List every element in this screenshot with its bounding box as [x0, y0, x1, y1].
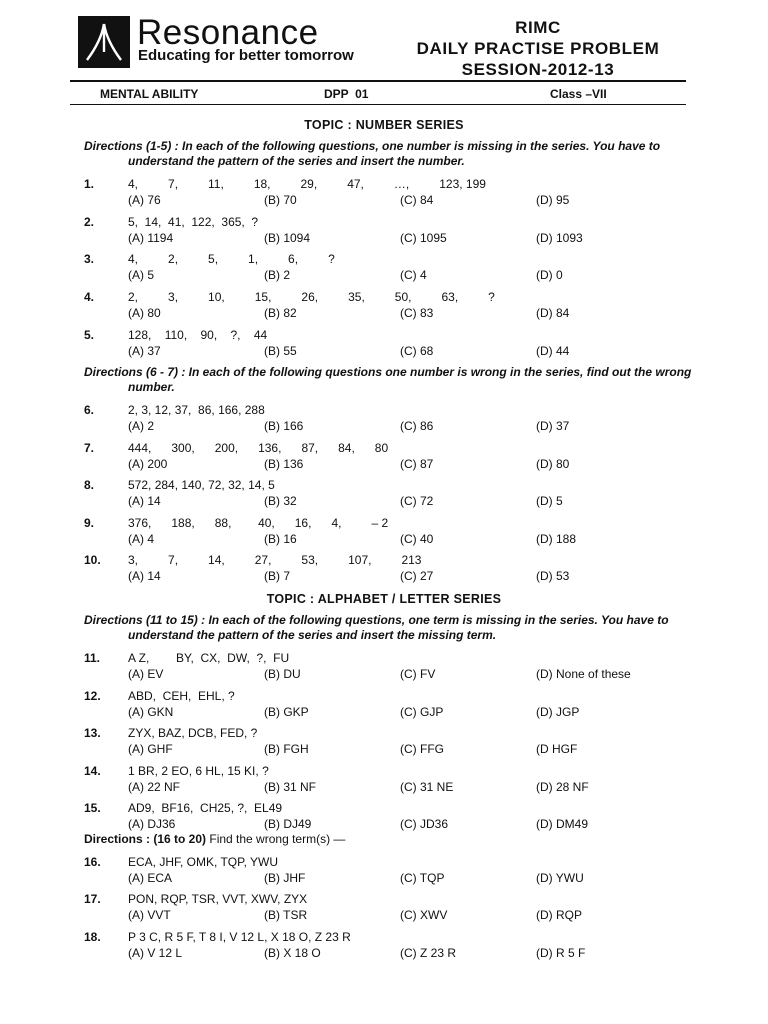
document-title — [388, 17, 688, 80]
question-item — [84, 214, 704, 246]
question-item — [84, 800, 704, 832]
question-text: A Z, BY, CX, DW, ?, FU — [128, 651, 290, 665]
question-item — [84, 891, 704, 923]
option-b: (B) X 18 O — [264, 946, 321, 960]
option-b: (B) FGH — [264, 742, 309, 756]
option-c: (C) XWV — [400, 908, 448, 922]
option-b: (B) 70 — [264, 193, 297, 207]
directions-1-5 — [84, 139, 694, 169]
option-b: (B) 31 NF — [264, 780, 317, 794]
question-number: 8. — [84, 478, 95, 492]
option-d: (D) None of these — [536, 667, 631, 681]
option-b: (B) 32 — [264, 494, 297, 508]
option-d: (D) 188 — [536, 532, 577, 546]
option-d: (D) JGP — [536, 705, 580, 719]
question-item — [84, 515, 704, 547]
topic-heading-number-series: TOPIC : NUMBER SERIES — [304, 118, 464, 132]
question-text: 572, 284, 140, 72, 32, 14, 5 — [128, 478, 275, 492]
question-number: 5. — [84, 328, 95, 342]
question-number: 3. — [84, 252, 95, 266]
option-c: (C) 87 — [400, 457, 434, 471]
page-header — [0, 0, 768, 110]
option-d: (D) 95 — [536, 193, 570, 207]
question-number: 18. — [84, 930, 101, 944]
question-item — [84, 289, 704, 321]
option-d: (D) RQP — [536, 908, 582, 922]
question-text: PON, RQP, TSR, VVT, XWV, ZYX — [128, 892, 308, 906]
option-b: (B) 1094 — [264, 231, 311, 245]
header-rule-top — [70, 80, 686, 82]
question-item — [84, 176, 704, 208]
directions-text: understand the pattern of the series and insert the missing term. — [128, 628, 497, 642]
directions-11-15 — [84, 613, 694, 643]
option-c: (C) FFG — [400, 742, 444, 756]
title-line-2: DAILY PRACTISE PROBLEM — [416, 39, 660, 58]
brand-tagline: Educating for better tomorrow — [138, 47, 354, 64]
option-c: (C) 40 — [400, 532, 434, 546]
option-c: (C) JD36 — [400, 817, 449, 831]
question-text: ECA, JHF, OMK, TQP, YWU — [128, 855, 279, 869]
question-number: 16. — [84, 855, 101, 869]
option-b: (B) 2 — [264, 268, 291, 282]
option-b: (B) 16 — [264, 532, 297, 546]
question-number: 9. — [84, 516, 95, 530]
option-a: (A) VVT — [128, 908, 171, 922]
option-b: (B) 136 — [264, 457, 304, 471]
option-b: (B) DJ49 — [264, 817, 312, 831]
option-a: (A) 37 — [128, 344, 161, 358]
option-b: (B) DU — [264, 667, 301, 681]
question-number: 12. — [84, 689, 101, 703]
option-d: (D) 28 NF — [536, 780, 589, 794]
option-b: (B) 82 — [264, 306, 297, 320]
option-d: (D) YWU — [536, 871, 584, 885]
question-item — [84, 552, 704, 584]
option-a: (A) 14 — [128, 494, 161, 508]
option-a: (A) V 12 L — [128, 946, 183, 960]
question-item — [84, 477, 704, 509]
option-c: (C) 83 — [400, 306, 434, 320]
option-a: (A) 1194 — [128, 231, 174, 245]
question-text: 3, 7, 14, 27, 53, 107, 213 — [128, 553, 422, 567]
question-item — [84, 440, 704, 472]
option-d: (D) 44 — [536, 344, 570, 358]
option-d: (D) 84 — [536, 306, 570, 320]
directions-text: understand the pattern of the series and insert the number. — [128, 154, 465, 168]
directions-16-20 — [84, 832, 694, 847]
question-text: 128, 110, 90, ?, 44 — [128, 328, 268, 342]
option-a: (A) 2 — [128, 419, 155, 433]
directions-text: Find the wrong term(s) — — [206, 832, 346, 846]
dpp-label: DPP 01 — [324, 87, 369, 101]
question-text: 5, 14, 41, 122, 365, ? — [128, 215, 259, 229]
option-d: (D) 53 — [536, 569, 570, 583]
option-d: (D) 1093 — [536, 231, 583, 245]
question-number: 11. — [84, 651, 101, 665]
option-a: (A) 22 NF — [128, 780, 181, 794]
question-number: 4. — [84, 290, 95, 304]
option-a: (A) EV — [128, 667, 164, 681]
directions-text: Directions (6 - 7) : In each of the following questions one number is wrong in the series, find out the wrong — [84, 365, 692, 379]
question-item — [84, 650, 704, 682]
question-text: P 3 C, R 5 F, T 8 I, V 12 L, X 18 O, Z 23 R — [128, 930, 351, 944]
question-number: 1. — [84, 177, 95, 191]
option-a: (A) ECA — [128, 871, 173, 885]
option-d: (D HGF — [536, 742, 578, 756]
brand-name: Resonance — [137, 13, 319, 52]
question-text: ZYX, BAZ, DCB, FED, ? — [128, 726, 258, 740]
question-item — [84, 854, 704, 886]
option-d: (D) 37 — [536, 419, 570, 433]
option-b: (B) GKP — [264, 705, 309, 719]
directions-text: Directions (11 to 15) : In each of the following questions, one term is missing in the series. You have to — [84, 613, 669, 627]
option-d: (D) 5 — [536, 494, 563, 508]
option-b: (B) 55 — [264, 344, 297, 358]
option-b: (B) JHF — [264, 871, 306, 885]
question-text: 4, 2, 5, 1, 6, ? — [128, 252, 335, 266]
option-a: (A) 14 — [128, 569, 161, 583]
question-number: 17. — [84, 892, 101, 906]
directions-label: Directions : (16 to 20) — [84, 832, 207, 846]
option-b: (B) TSR — [264, 908, 308, 922]
question-item — [84, 251, 704, 283]
option-b: (B) 7 — [264, 569, 291, 583]
option-c: (C) 72 — [400, 494, 434, 508]
question-number: 15. — [84, 801, 101, 815]
question-item — [84, 688, 704, 720]
question-text: 2, 3, 10, 15, 26, 35, 50, 63, ? — [128, 290, 495, 304]
option-d: (D) DM49 — [536, 817, 589, 831]
directions-text: Directions (1-5) : In each of the following questions, one number is missing in the series. You have to — [84, 139, 661, 153]
option-d: (D) R 5 F — [536, 946, 586, 960]
option-c: (C) 31 NE — [400, 780, 454, 794]
question-text: 4, 7, 11, 18, 29, 47, …, 123, 199 — [128, 177, 486, 191]
question-text: 444, 300, 200, 136, 87, 84, 80 — [128, 441, 389, 455]
option-a: (A) GKN — [128, 705, 174, 719]
option-c: (C) 4 — [400, 268, 427, 282]
header-rule-bottom — [70, 104, 686, 105]
question-number: 6. — [84, 403, 95, 417]
option-c: (C) 68 — [400, 344, 434, 358]
option-a: (A) 4 — [128, 532, 155, 546]
option-c: (C) TQP — [400, 871, 445, 885]
option-a: (A) DJ36 — [128, 817, 176, 831]
title-line-3: SESSION-2012-13 — [461, 60, 615, 79]
question-text: ABD, CEH, EHL, ? — [128, 689, 235, 703]
question-number: 10. — [84, 553, 101, 567]
question-number: 7. — [84, 441, 95, 455]
option-c: (C) 84 — [400, 193, 434, 207]
question-number: 13. — [84, 726, 101, 740]
option-a: (A) 80 — [128, 306, 161, 320]
subject-label: MENTAL ABILITY — [100, 87, 199, 101]
option-c: (C) GJP — [400, 705, 444, 719]
option-c: (C) FV — [400, 667, 436, 681]
option-c: (C) 27 — [400, 569, 434, 583]
question-item — [84, 402, 704, 434]
option-a: (A) 76 — [128, 193, 161, 207]
title-line-1: RIMC — [515, 18, 561, 37]
question-text: 1 BR, 2 EO, 6 HL, 15 KI, ? — [128, 764, 269, 778]
option-c: (C) Z 23 R — [400, 946, 457, 960]
question-number: 14. — [84, 764, 101, 778]
question-text: 376, 188, 88, 40, 16, 4, – 2 — [128, 516, 389, 530]
question-item — [84, 327, 704, 359]
option-a: (A) 5 — [128, 268, 155, 282]
question-item — [84, 763, 704, 795]
question-number: 2. — [84, 215, 95, 229]
option-d: (D) 0 — [536, 268, 563, 282]
question-item — [84, 725, 704, 757]
class-label: Class –VII — [550, 87, 607, 101]
question-item — [84, 929, 704, 961]
option-a: (A) GHF — [128, 742, 173, 756]
option-b: (B) 166 — [264, 419, 304, 433]
directions-6-7 — [84, 365, 694, 395]
resonance-logo-icon — [78, 16, 130, 68]
topic-heading-letter-series: TOPIC : ALPHABET / LETTER SERIES — [266, 592, 502, 606]
option-c: (C) 86 — [400, 419, 434, 433]
option-c: (C) 1095 — [400, 231, 447, 245]
question-text: AD9, BF16, CH25, ?, EL49 — [128, 801, 283, 815]
question-text: 2, 3, 12, 37, 86, 166, 288 — [128, 403, 265, 417]
option-d: (D) 80 — [536, 457, 570, 471]
directions-text: number. — [128, 380, 175, 394]
option-a: (A) 200 — [128, 457, 168, 471]
